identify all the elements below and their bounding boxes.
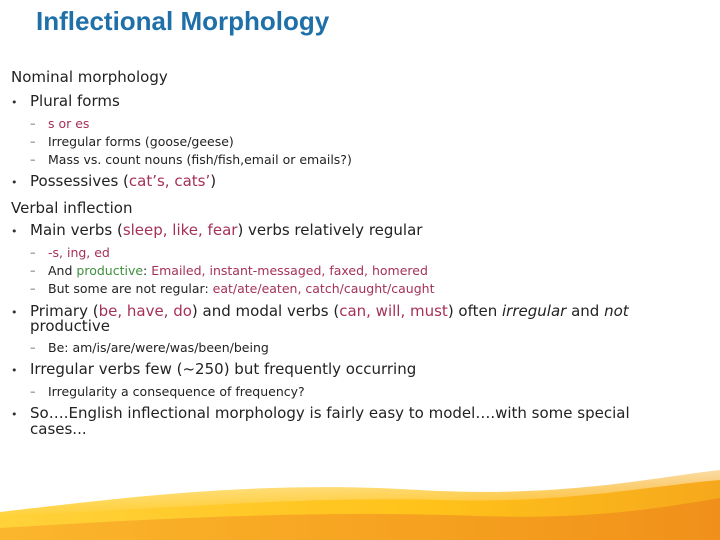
bullet-dot-icon: • (11, 176, 18, 189)
primary-middle: ) and modal verbs ( (191, 302, 340, 320)
nominal-heading: Nominal morphology (11, 68, 168, 86)
irregular-examples: eat/ate/eaten, catch/caught/caught (212, 281, 435, 296)
so-item-line2: cases... (30, 420, 87, 438)
main-verbs-examples: sleep, like, fear (122, 221, 238, 239)
primary-examples: be, have, do (98, 302, 192, 320)
verbal-heading: Verbal inflection (11, 199, 133, 217)
main-verbs-sub-2 (48, 265, 428, 278)
slide-title: Inflectional Morphology (36, 6, 330, 36)
primary-suffix: ) often (447, 302, 503, 320)
dash-icon: – (30, 117, 36, 130)
possessives-item (30, 174, 216, 189)
bullet-dot-icon: • (11, 306, 18, 319)
irregular-prefix: But some are not regular: (48, 281, 213, 296)
plural-sub-1: s or es (48, 116, 90, 131)
primary-prefix: Primary ( (30, 302, 99, 320)
main-verbs-sub-1: -s, ing, ed (48, 245, 110, 260)
productive-word: productive (76, 263, 144, 278)
productive-examples: Emailed, instant-messaged, faxed, homered (151, 263, 428, 278)
bullet-dot-icon: • (11, 408, 18, 421)
modal-examples: can, will, must (339, 302, 448, 320)
irregular-verbs-sub: Irregularity a consequence of frequency? (48, 384, 305, 399)
main-verbs-sub-3 (48, 283, 434, 296)
primary-not: not (604, 302, 629, 320)
plural-forms-item: Plural forms (30, 92, 120, 110)
dash-icon: – (30, 153, 36, 166)
plural-sub-2: Irregular forms (goose/geese) (48, 134, 234, 149)
so-item: So….English inflectional morphology is fairly easy to model….with some special (30, 404, 630, 422)
possessives-suffix: ) (210, 172, 217, 190)
bullet-dot-icon: • (11, 364, 18, 377)
dash-icon: – (30, 264, 36, 277)
main-verbs-prefix: Main verbs ( (30, 221, 123, 239)
primary-verbs-sub: Be: am/is/are/were/was/been/being (48, 340, 269, 355)
primary-verbs-line2: productive (30, 317, 110, 335)
main-verbs-item (30, 223, 422, 238)
primary-and: and (566, 302, 605, 320)
primary-irregular: irregular (502, 302, 567, 320)
dash-icon: – (30, 135, 36, 148)
dash-icon: – (30, 246, 36, 259)
productive-prefix: And (48, 263, 77, 278)
irregular-verbs-item: Irregular verbs few (~250) but frequently occurring (30, 360, 417, 378)
dash-icon: – (30, 385, 36, 398)
plural-sub-3: Mass vs. count nouns (fish/fish,email or emails?) (48, 152, 352, 167)
bullet-dot-icon: • (11, 96, 18, 109)
bottom-wave-decoration (0, 470, 720, 540)
dash-icon: – (30, 341, 36, 354)
main-verbs-suffix: ) verbs relatively regular (237, 221, 423, 239)
primary-verbs-item (30, 304, 629, 319)
dash-icon: – (30, 282, 36, 295)
productive-colon: : (143, 263, 152, 278)
bullet-dot-icon: • (11, 225, 18, 238)
possessives-prefix: Possessives ( (30, 172, 129, 190)
possessives-examples: cat’s, cats’ (128, 172, 211, 190)
